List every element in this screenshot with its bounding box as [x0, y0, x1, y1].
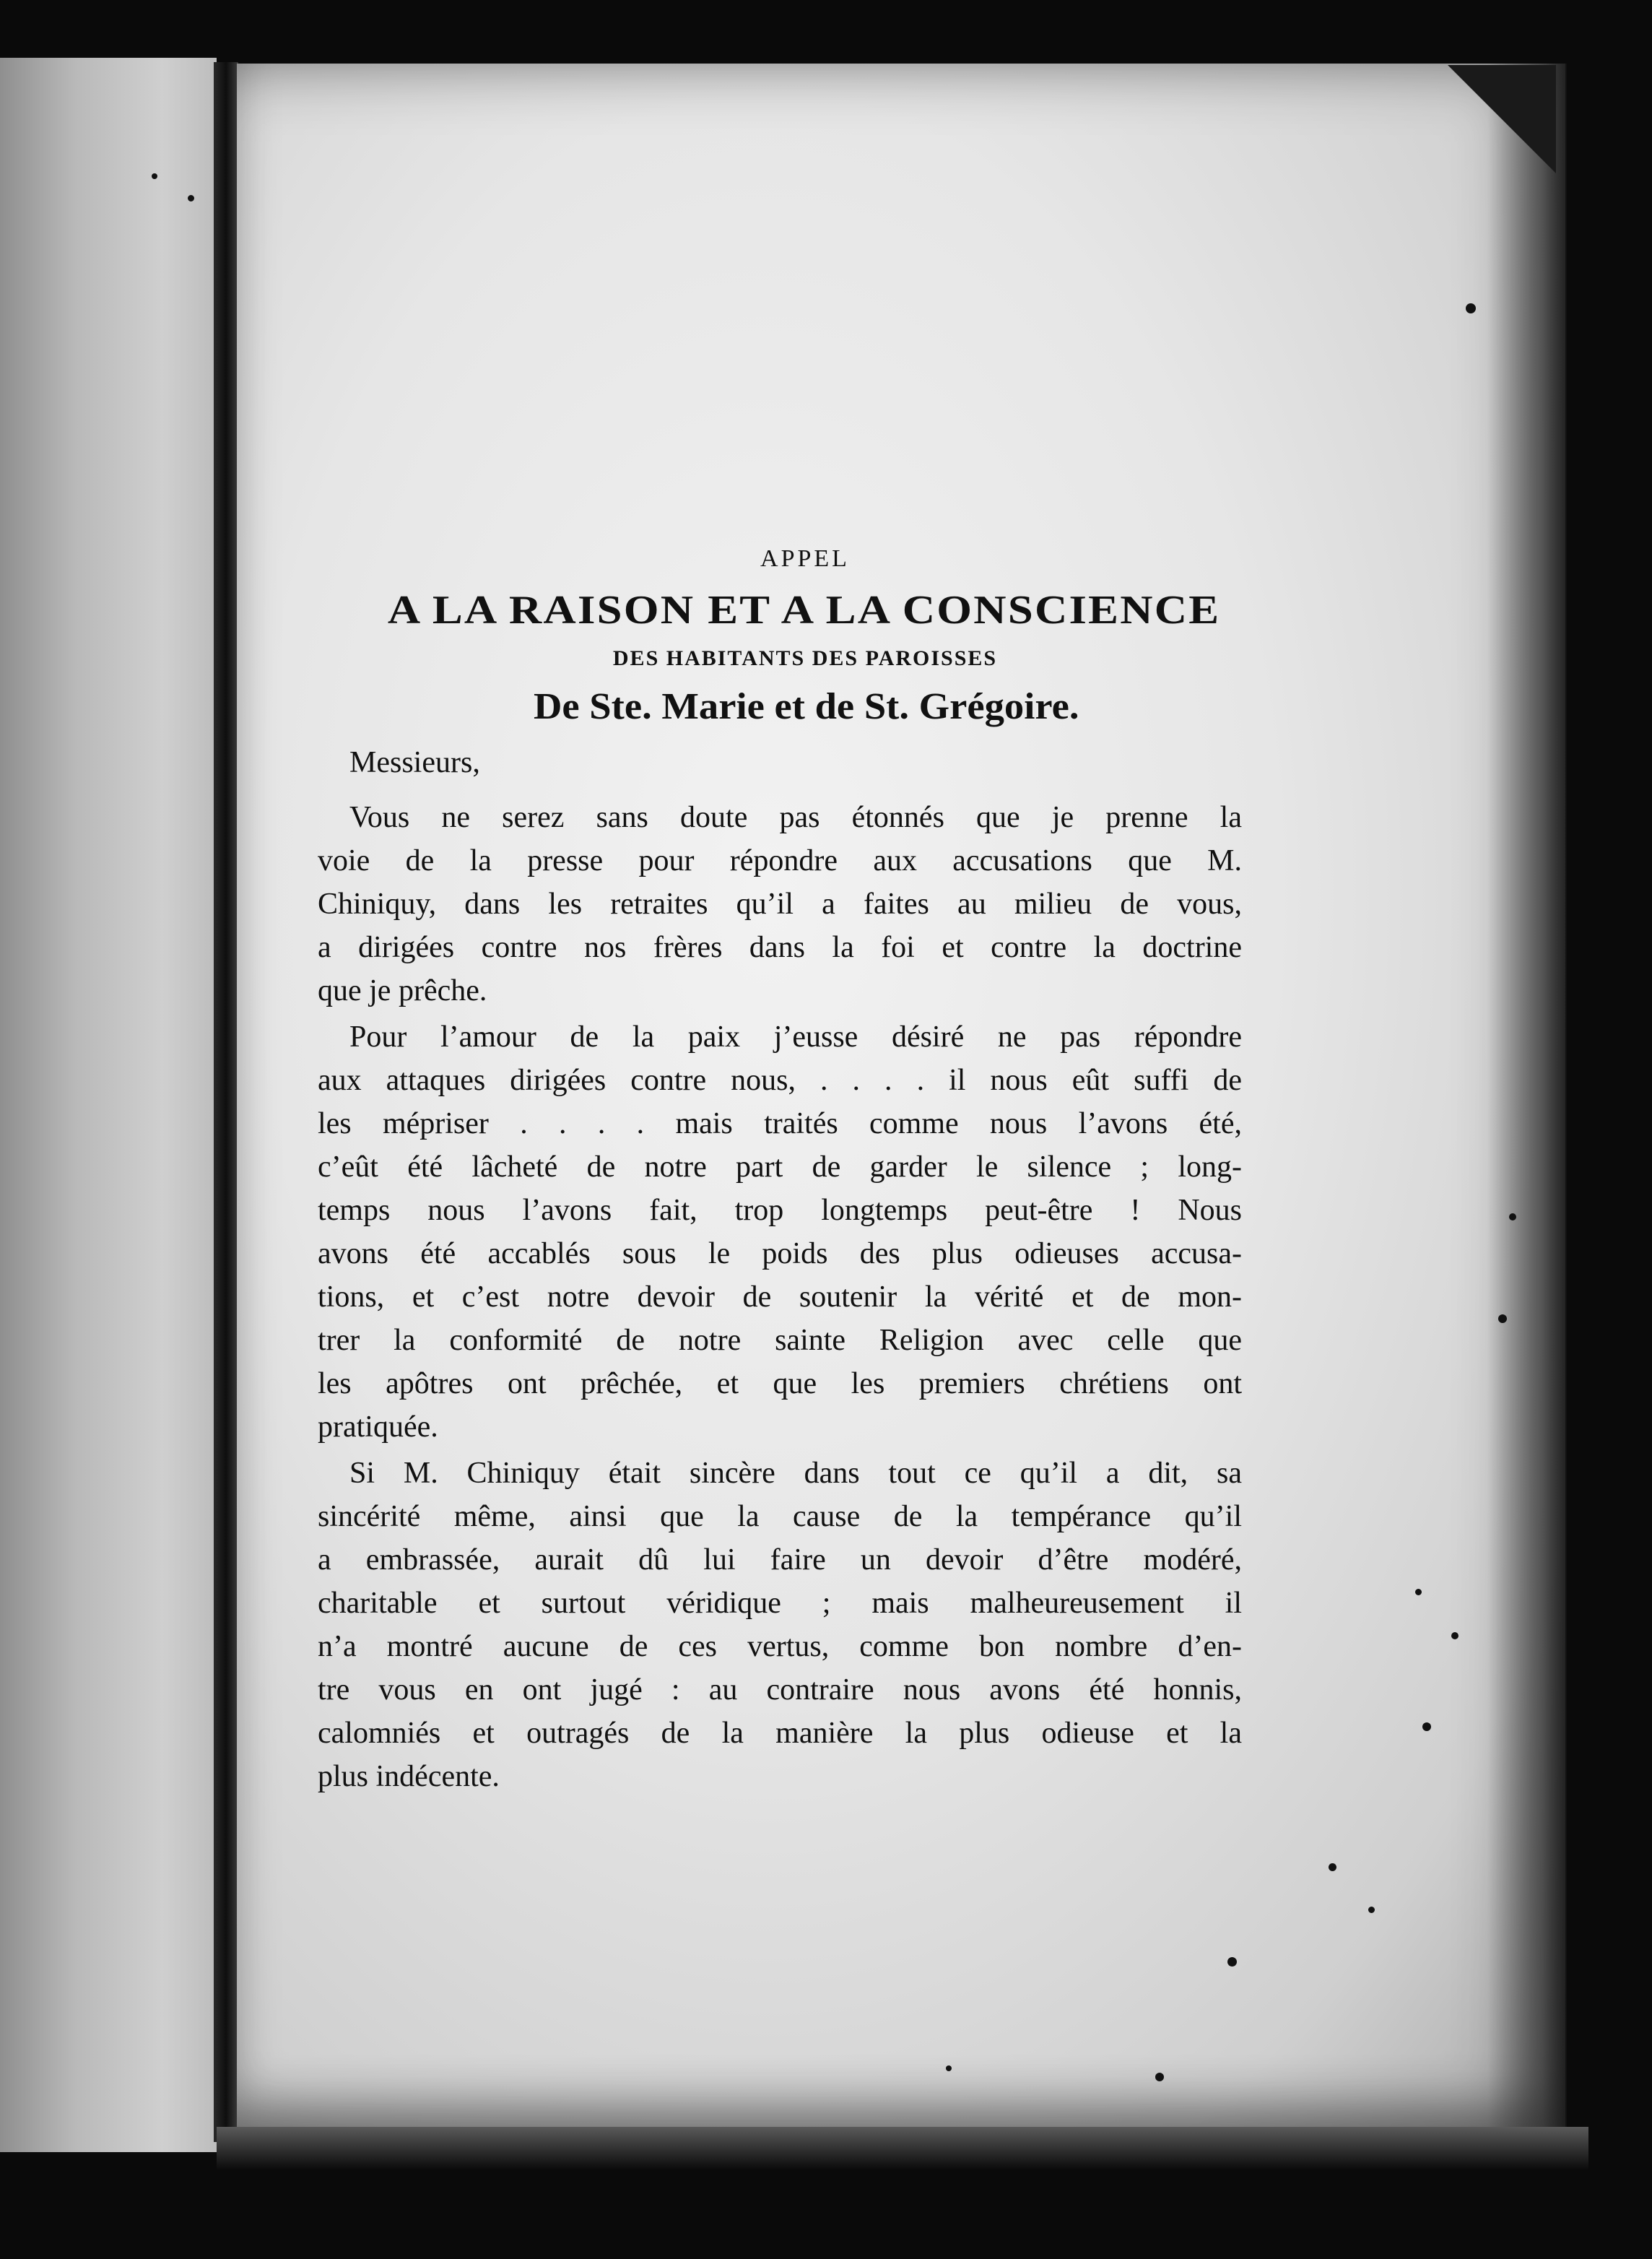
salutation: Messieurs,: [349, 746, 480, 779]
text-line: a dirigées contre nos frères dans la foi et contre la doctrine: [318, 931, 1242, 964]
text-line: Vous ne serez sans doute pas étonnés que je prenne la: [349, 801, 1242, 834]
text-line: pratiquée.: [318, 1410, 438, 1444]
text-line: Chiniquy, dans les retraites qu’il a faites au milieu de vous,: [318, 888, 1242, 921]
scan-speck: [1509, 1213, 1516, 1220]
page-bottom-edge: [217, 2127, 1588, 2170]
scan-speck: [188, 195, 194, 201]
text-line: tions, et c’est notre devoir de soutenir la vérité et de mon-: [318, 1280, 1242, 1314]
dog-eared-corner: [1448, 65, 1556, 173]
scan-speck: [1155, 2073, 1164, 2081]
scan-speck: [1227, 1957, 1237, 1967]
text-line: a embrassée, aurait dû lui faire un devoir d’être modéré,: [318, 1543, 1242, 1577]
scan-speck: [152, 173, 157, 179]
text-line: c’eût été lâcheté de notre part de garder le silence ; long-: [318, 1150, 1242, 1184]
paragraph-3: [318, 1452, 1242, 1798]
text-line: Pour l’amour de la paix j’eusse désiré ne pas répondre: [349, 1020, 1242, 1054]
text-line: charitable et surtout véridique ; mais malheureusement il: [318, 1587, 1242, 1620]
scan-speck: [1498, 1314, 1507, 1323]
parish-names: De Ste. Marie et de St. Grégoire.: [533, 686, 1079, 727]
text-line: les mépriser . . . . mais traités comme nous l’avons été,: [318, 1107, 1242, 1140]
text-line: tre vous en ont jugé : au contraire nous avons été honnis,: [318, 1673, 1242, 1707]
text-line: calomniés et outragés de la manière la plus odieuse et la: [318, 1717, 1242, 1750]
document-subtitle: DES HABITANTS DES PAROISSES: [612, 646, 998, 670]
paragraph-2: [318, 1015, 1242, 1449]
scan-speck: [1415, 1589, 1422, 1595]
text-line: sincérité même, ainsi que la cause de la tempérance qu’il: [318, 1500, 1242, 1533]
text-line: trer la conformité de notre sainte Religion avec celle que: [318, 1324, 1242, 1357]
paragraph-1: [318, 796, 1242, 1013]
text-line: les apôtres ont prêchée, et que les premiers chrétiens ont: [318, 1367, 1242, 1400]
text-line: n’a montré aucune de ces vertus, comme bon nombre d’en-: [318, 1630, 1242, 1663]
text-line: Si M. Chiniquy était sincère dans tout ce qu’il a dit, sa: [349, 1457, 1242, 1490]
text-line: voie de la presse pour répondre aux accusations que M.: [318, 844, 1242, 877]
scan-speck: [1368, 1907, 1375, 1913]
text-line: temps nous l’avons fait, trop longtemps peut-être ! Nous: [318, 1194, 1242, 1227]
text-line: que je prêche.: [318, 974, 487, 1007]
scan-speck: [1451, 1632, 1458, 1639]
scan-speck: [1329, 1863, 1336, 1871]
book-gutter: [214, 62, 238, 2142]
text-line: avons été accablés sous le poids des plus odieuses accusa-: [318, 1237, 1242, 1270]
document-body: [318, 545, 1242, 1801]
document-title: A LA RAISON ET A LA CONSCIENCE: [387, 588, 1221, 633]
scan-speck: [1422, 1722, 1431, 1731]
heading-appel: APPEL: [760, 545, 850, 572]
page-edge-shadow: [1487, 64, 1567, 2129]
text-line: plus indécente.: [318, 1760, 500, 1793]
previous-page-edge: [0, 58, 217, 2152]
scan-speck: [1466, 303, 1476, 313]
text-line: aux attaques dirigées contre nous, . . . . il nous eût suffi de: [318, 1064, 1242, 1097]
scan-speck: [946, 2065, 952, 2071]
